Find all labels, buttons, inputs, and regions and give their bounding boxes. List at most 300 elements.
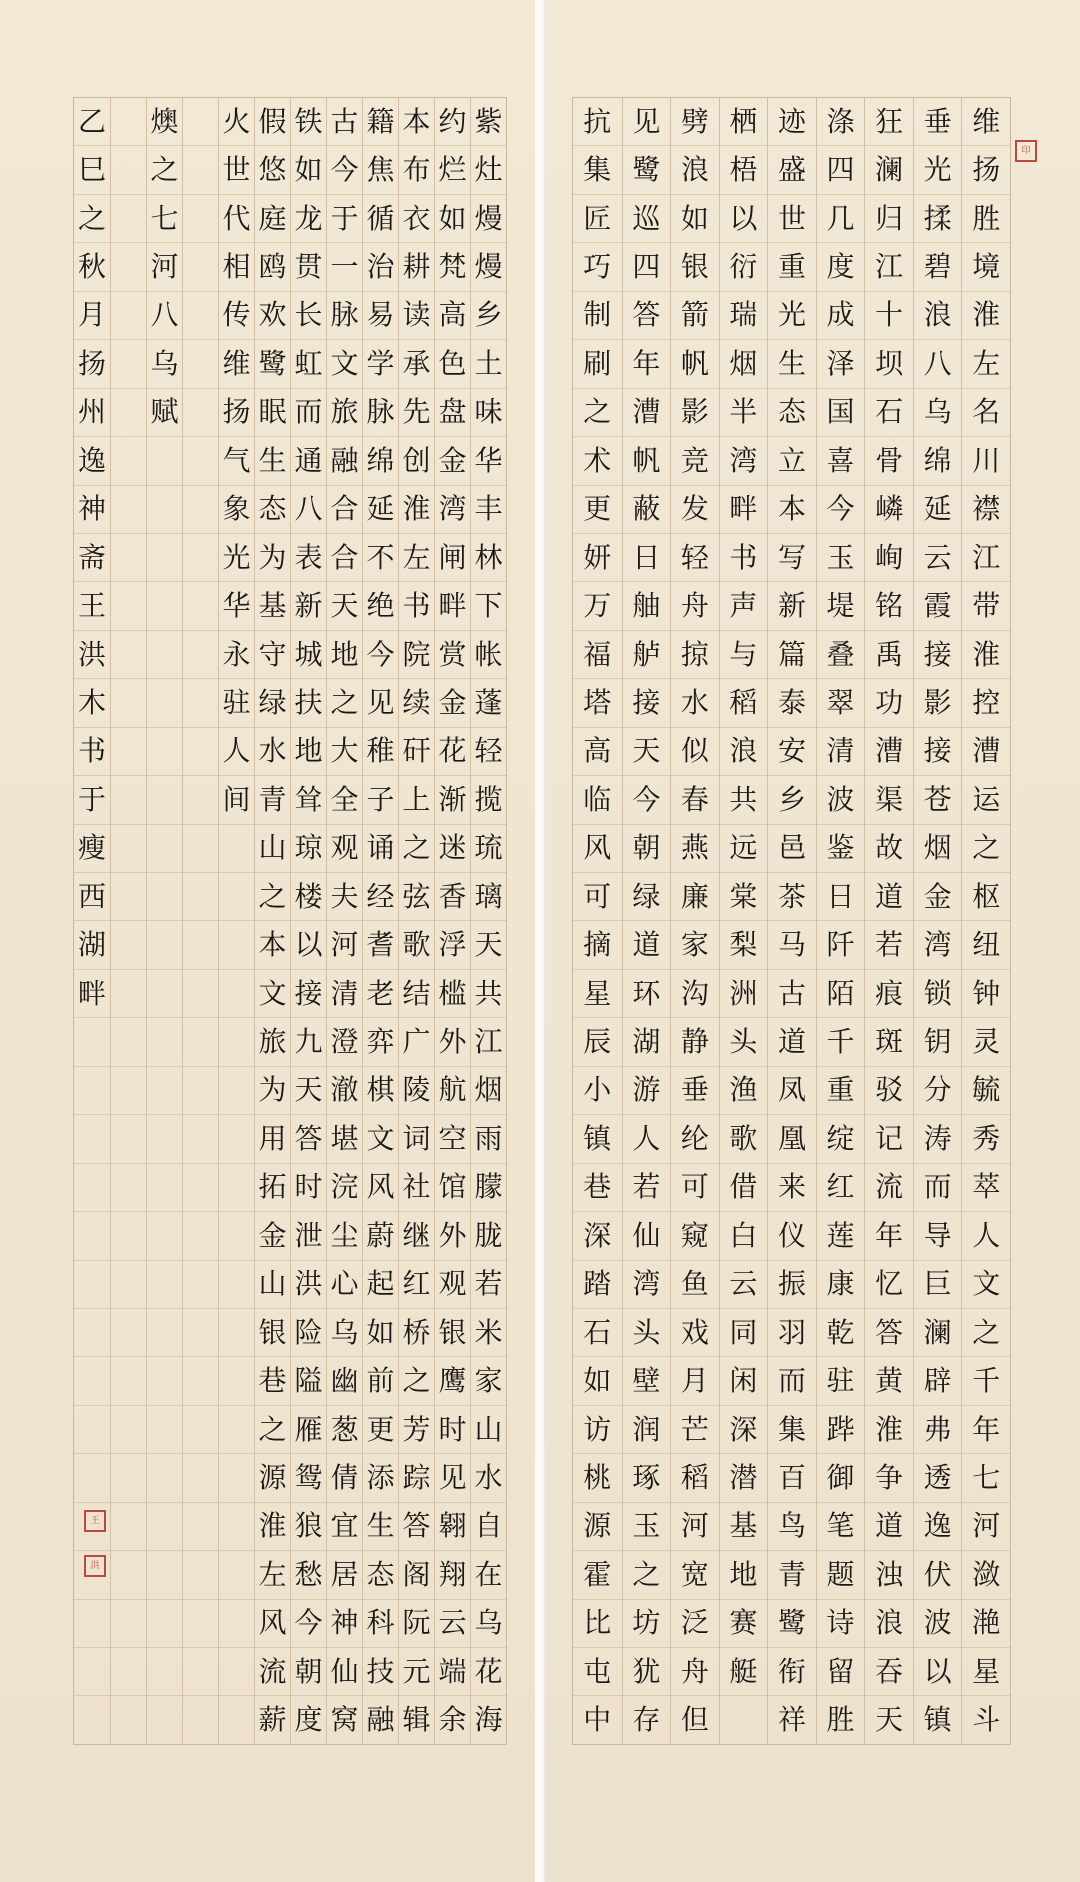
character-cell [111, 534, 146, 582]
character-cell: 万 [573, 582, 622, 630]
character-cell [147, 1067, 182, 1115]
character-cell: 刷 [573, 340, 622, 388]
character-cell: 箭 [671, 292, 719, 340]
character-cell: 槛 [435, 970, 470, 1018]
character-cell [183, 776, 218, 824]
character-cell: 石 [865, 389, 913, 437]
character-cell: 稻 [720, 679, 768, 727]
character-cell: 鸥 [255, 243, 290, 291]
character-cell: 观 [327, 825, 362, 873]
text-column [864, 98, 913, 1744]
character-cell [74, 1454, 110, 1502]
character-cell: 衔 [768, 1648, 816, 1696]
character-cell [219, 1357, 254, 1405]
character-cell: 见 [435, 1454, 470, 1502]
character-cell [183, 728, 218, 776]
character-cell: 重 [817, 1067, 865, 1115]
text-column [74, 98, 110, 1744]
character-cell: 风 [363, 1164, 398, 1212]
character-cell: 辟 [914, 1357, 962, 1405]
character-cell: 时 [435, 1406, 470, 1454]
character-cell: 乡 [768, 776, 816, 824]
character-cell: 年 [623, 340, 671, 388]
character-cell: 如 [435, 195, 470, 243]
character-cell: 留 [817, 1648, 865, 1696]
character-cell: 踪 [399, 1454, 434, 1502]
character-cell: 桃 [573, 1454, 622, 1502]
character-cell: 丰 [471, 486, 506, 534]
character-cell [183, 970, 218, 1018]
character-cell: 合 [327, 486, 362, 534]
character-cell: 水 [255, 728, 290, 776]
character-cell: 导 [914, 1212, 962, 1260]
character-cell: 之 [74, 195, 110, 243]
character-cell: 鹭 [255, 340, 290, 388]
character-cell: 土 [471, 340, 506, 388]
character-cell [219, 1696, 254, 1743]
character-cell: 乌 [914, 389, 962, 437]
character-cell: 劈 [671, 98, 719, 146]
character-cell: 赏 [435, 631, 470, 679]
character-cell: 波 [817, 776, 865, 824]
character-cell: 鸟 [768, 1503, 816, 1551]
character-cell [219, 1164, 254, 1212]
character-cell: 度 [817, 243, 865, 291]
character-cell [147, 1600, 182, 1648]
character-cell: 轻 [671, 534, 719, 582]
character-cell: 象 [219, 486, 254, 534]
character-cell: 澈 [327, 1067, 362, 1115]
character-cell: 银 [435, 1309, 470, 1357]
character-cell: 镇 [573, 1115, 622, 1163]
character-cell: 以 [291, 921, 326, 969]
character-cell: 瑞 [720, 292, 768, 340]
character-cell: 乾 [817, 1309, 865, 1357]
character-cell: 绝 [363, 582, 398, 630]
character-cell: 海 [474, 1703, 503, 1737]
character-cell: 隘 [291, 1357, 326, 1405]
character-cell [147, 1406, 182, 1454]
character-cell [147, 873, 182, 921]
character-cell: 融 [366, 1703, 395, 1737]
character-cell: 朝 [623, 825, 671, 873]
character-cell: 地 [720, 1551, 768, 1599]
character-cell: 银 [671, 243, 719, 291]
character-cell: 气 [219, 437, 254, 485]
character-cell [74, 1067, 110, 1115]
character-cell: 而 [914, 1164, 962, 1212]
character-cell: 自 [471, 1503, 506, 1551]
character-cell: 歌 [399, 921, 434, 969]
character-cell: 之 [255, 1406, 290, 1454]
character-cell: 巷 [255, 1357, 290, 1405]
character-cell: 翔 [435, 1551, 470, 1599]
character-cell [183, 1115, 218, 1163]
character-cell: 月 [671, 1357, 719, 1405]
character-cell: 书 [720, 534, 768, 582]
character-cell: 头 [623, 1309, 671, 1357]
character-cell: 河 [147, 243, 182, 291]
character-cell: 绵 [914, 437, 962, 485]
character-cell [111, 1503, 146, 1551]
seal-stamp-icon: 王 [84, 1510, 106, 1532]
character-cell [111, 970, 146, 1018]
character-cell: 纶 [671, 1115, 719, 1163]
character-cell: 瘦 [74, 825, 110, 873]
character-cell: 道 [865, 1503, 913, 1551]
character-cell: 萃 [962, 1164, 1010, 1212]
character-cell: 紫 [471, 98, 506, 146]
character-cell: 词 [399, 1115, 434, 1163]
character-cell: 见 [363, 679, 398, 727]
character-cell [183, 873, 218, 921]
character-cell: 泽 [817, 340, 865, 388]
character-cell: 巨 [914, 1261, 962, 1309]
character-cell: 畔 [435, 582, 470, 630]
character-cell: 循 [363, 195, 398, 243]
character-cell: 辑 [402, 1703, 431, 1737]
character-cell: 续 [399, 679, 434, 727]
character-cell [219, 970, 254, 1018]
character-cell: 世 [768, 195, 816, 243]
character-cell: 扬 [219, 389, 254, 437]
character-cell [111, 1406, 146, 1454]
character-cell: 薪 [258, 1703, 287, 1737]
character-cell [147, 1018, 182, 1066]
character-cell [111, 679, 146, 727]
character-cell: 风 [255, 1600, 290, 1648]
character-cell: 堪 [327, 1115, 362, 1163]
character-cell: 焦 [363, 146, 398, 194]
character-cell: 延 [914, 486, 962, 534]
character-cell: 凰 [768, 1115, 816, 1163]
character-cell: 控 [962, 679, 1010, 727]
character-cell: 旅 [327, 389, 362, 437]
character-cell: 茶 [768, 873, 816, 921]
character-cell: 轻 [471, 728, 506, 776]
character-cell: 白 [720, 1212, 768, 1260]
character-cell [183, 1018, 218, 1066]
character-cell: 鸳 [291, 1454, 326, 1502]
character-cell: 云 [435, 1600, 470, 1648]
character-cell: 之 [399, 1357, 434, 1405]
character-cell: 十 [865, 292, 913, 340]
character-cell [147, 728, 182, 776]
character-cell: 烂 [435, 146, 470, 194]
character-cell [183, 1551, 218, 1599]
character-cell: 金 [914, 873, 962, 921]
right-calligraphy-grid [572, 97, 1011, 1745]
character-cell: 心 [327, 1261, 362, 1309]
character-cell [183, 389, 218, 437]
character-cell: 以 [914, 1648, 962, 1696]
character-cell: 稚 [363, 728, 398, 776]
character-cell: 川 [962, 437, 1010, 485]
character-cell: 湾 [435, 486, 470, 534]
character-cell: 莲 [817, 1212, 865, 1260]
character-cell: 襟 [962, 486, 1010, 534]
character-cell: 漕 [623, 389, 671, 437]
character-cell: 航 [435, 1067, 470, 1115]
character-cell: 更 [363, 1406, 398, 1454]
character-cell: 蔚 [363, 1212, 398, 1260]
character-cell [147, 1309, 182, 1357]
character-cell: 今 [327, 146, 362, 194]
character-cell: 融 [327, 437, 362, 485]
character-cell: 胜 [826, 1703, 855, 1737]
character-cell: 为 [255, 1067, 290, 1115]
character-cell: 外 [435, 1018, 470, 1066]
character-cell [219, 1212, 254, 1260]
character-cell: 雨 [471, 1115, 506, 1163]
character-cell: 远 [720, 825, 768, 873]
character-cell: 接 [914, 631, 962, 679]
character-cell [111, 1600, 146, 1648]
character-cell [219, 1600, 254, 1648]
character-cell: 洪 [74, 631, 110, 679]
character-cell: 传 [219, 292, 254, 340]
character-cell: 如 [363, 1309, 398, 1357]
character-cell: 清 [817, 728, 865, 776]
character-cell: 云 [720, 1261, 768, 1309]
character-cell: 如 [291, 146, 326, 194]
character-cell: 扬 [962, 146, 1010, 194]
character-cell [183, 825, 218, 873]
character-cell: 广 [399, 1018, 434, 1066]
character-cell: 阁 [399, 1551, 434, 1599]
character-cell: 坊 [623, 1600, 671, 1648]
character-cell: 答 [865, 1309, 913, 1357]
character-cell [183, 921, 218, 969]
character-cell: 神 [74, 486, 110, 534]
character-cell: 乙 [74, 98, 110, 146]
character-cell: 今 [363, 631, 398, 679]
character-cell: 雁 [291, 1406, 326, 1454]
character-cell: 忆 [865, 1261, 913, 1309]
character-cell: 篇 [768, 631, 816, 679]
text-column [622, 98, 671, 1744]
character-cell [74, 1406, 110, 1454]
character-cell: 鹭 [768, 1600, 816, 1648]
character-cell: 窝 [330, 1703, 359, 1737]
character-cell: 熳 [471, 195, 506, 243]
character-cell: 似 [671, 728, 719, 776]
character-cell: 山 [471, 1406, 506, 1454]
character-cell: 科 [363, 1600, 398, 1648]
character-cell: 乌 [327, 1309, 362, 1357]
character-cell: 绿 [255, 679, 290, 727]
character-cell: 花 [435, 728, 470, 776]
character-cell: 仙 [623, 1212, 671, 1260]
character-cell: 巷 [573, 1164, 622, 1212]
character-cell [111, 437, 146, 485]
character-cell: 之 [623, 1551, 671, 1599]
character-cell: 起 [363, 1261, 398, 1309]
character-cell: 烟 [471, 1067, 506, 1115]
character-cell: 高 [435, 292, 470, 340]
character-cell: 水 [471, 1454, 506, 1502]
character-cell: 合 [327, 534, 362, 582]
character-cell [183, 340, 218, 388]
character-cell: 春 [671, 776, 719, 824]
character-cell: 淮 [255, 1503, 290, 1551]
character-cell: 嶙 [865, 486, 913, 534]
character-cell: 乌 [471, 1600, 506, 1648]
character-cell: 而 [768, 1357, 816, 1405]
character-cell: 如 [671, 195, 719, 243]
character-cell: 争 [865, 1454, 913, 1502]
character-cell: 相 [219, 243, 254, 291]
character-cell: 读 [399, 292, 434, 340]
character-cell: 璃 [471, 873, 506, 921]
character-cell: 经 [363, 873, 398, 921]
character-cell: 湾 [623, 1261, 671, 1309]
character-cell [111, 825, 146, 873]
character-cell: 城 [291, 631, 326, 679]
character-cell: 立 [768, 437, 816, 485]
character-cell: 祥 [777, 1703, 806, 1737]
character-cell: 马 [768, 921, 816, 969]
character-cell: 福 [573, 631, 622, 679]
character-cell: 七 [147, 195, 182, 243]
character-cell: 淮 [865, 1406, 913, 1454]
character-cell: 安 [768, 728, 816, 776]
character-cell: 蓬 [471, 679, 506, 727]
character-cell: 光 [914, 146, 962, 194]
character-cell: 漕 [962, 728, 1010, 776]
character-cell: 道 [865, 873, 913, 921]
character-cell: 代 [219, 195, 254, 243]
character-cell [74, 1261, 110, 1309]
character-cell: 共 [471, 970, 506, 1018]
character-cell: 眠 [255, 389, 290, 437]
character-cell: 与 [720, 631, 768, 679]
character-cell: 源 [255, 1454, 290, 1502]
character-cell: 艇 [720, 1648, 768, 1696]
character-cell: 胜 [962, 195, 1010, 243]
character-cell: 影 [671, 389, 719, 437]
character-cell: 生 [363, 1503, 398, 1551]
character-cell: 帆 [623, 437, 671, 485]
character-cell: 滟 [962, 1600, 1010, 1648]
character-cell: 日 [817, 873, 865, 921]
character-cell: 银 [255, 1309, 290, 1357]
character-cell: 古 [327, 98, 362, 146]
panel-gap [535, 0, 545, 1882]
character-cell [219, 1406, 254, 1454]
character-cell: 赋 [147, 389, 182, 437]
character-cell: 子 [363, 776, 398, 824]
character-cell: 灵 [962, 1018, 1010, 1066]
character-cell: 为 [255, 534, 290, 582]
character-cell [183, 292, 218, 340]
character-cell: 添 [363, 1454, 398, 1502]
character-cell [183, 1164, 218, 1212]
character-cell: 写 [768, 534, 816, 582]
character-cell: 斗 [972, 1703, 1001, 1737]
character-cell: 流 [865, 1164, 913, 1212]
character-cell: 玉 [817, 534, 865, 582]
character-cell: 年 [865, 1212, 913, 1260]
character-cell [183, 679, 218, 727]
character-cell [219, 1309, 254, 1357]
character-cell [111, 1115, 146, 1163]
character-cell: 弗 [914, 1406, 962, 1454]
character-cell: 可 [573, 873, 622, 921]
character-cell: 堤 [817, 582, 865, 630]
character-cell: 守 [255, 631, 290, 679]
character-cell: 烟 [914, 825, 962, 873]
character-cell [147, 970, 182, 1018]
character-cell: 金 [255, 1212, 290, 1260]
character-cell: 枢 [962, 873, 1010, 921]
character-cell: 宽 [671, 1551, 719, 1599]
character-cell [111, 292, 146, 340]
character-cell: 易 [363, 292, 398, 340]
character-cell: 绿 [623, 873, 671, 921]
character-cell [111, 486, 146, 534]
character-cell: 玉 [623, 1503, 671, 1551]
character-cell: 记 [865, 1115, 913, 1163]
character-cell: 书 [74, 728, 110, 776]
character-cell: 流 [255, 1648, 290, 1696]
character-cell [111, 98, 146, 146]
character-cell: 若 [471, 1261, 506, 1309]
character-cell: 琢 [623, 1454, 671, 1502]
character-cell: 吞 [865, 1648, 913, 1696]
text-column [110, 98, 146, 1744]
character-cell: 大 [327, 728, 362, 776]
character-cell: 窥 [671, 1212, 719, 1260]
character-cell: 红 [817, 1164, 865, 1212]
character-cell: 于 [74, 776, 110, 824]
character-cell: 制 [573, 292, 622, 340]
character-cell: 畔 [720, 486, 768, 534]
character-cell: 百 [768, 1454, 816, 1502]
character-cell: 青 [768, 1551, 816, 1599]
character-cell: 中 [583, 1703, 612, 1737]
character-cell: 州 [74, 389, 110, 437]
character-cell: 文 [327, 340, 362, 388]
character-cell: 稻 [671, 1454, 719, 1502]
character-cell: 功 [865, 679, 913, 727]
character-cell [183, 582, 218, 630]
character-cell: 态 [363, 1551, 398, 1599]
character-cell: 天 [291, 1067, 326, 1115]
character-cell: 悠 [255, 146, 290, 194]
character-cell: 鹭 [623, 146, 671, 194]
character-cell: 峋 [865, 534, 913, 582]
character-cell: 铁 [291, 98, 326, 146]
character-cell [183, 534, 218, 582]
character-cell: 共 [720, 776, 768, 824]
text-column [218, 98, 254, 1744]
character-cell: 之 [573, 389, 622, 437]
character-cell: 尘 [327, 1212, 362, 1260]
character-cell [111, 582, 146, 630]
character-cell: 涤 [817, 98, 865, 146]
character-cell [183, 243, 218, 291]
character-cell: 欢 [255, 292, 290, 340]
character-cell: 深 [573, 1212, 622, 1260]
character-cell: 险 [291, 1309, 326, 1357]
character-cell [111, 1357, 146, 1405]
character-cell: 永 [219, 631, 254, 679]
character-cell: 新 [291, 582, 326, 630]
character-cell: 斑 [865, 1018, 913, 1066]
character-cell: 叠 [817, 631, 865, 679]
text-column [146, 98, 182, 1744]
